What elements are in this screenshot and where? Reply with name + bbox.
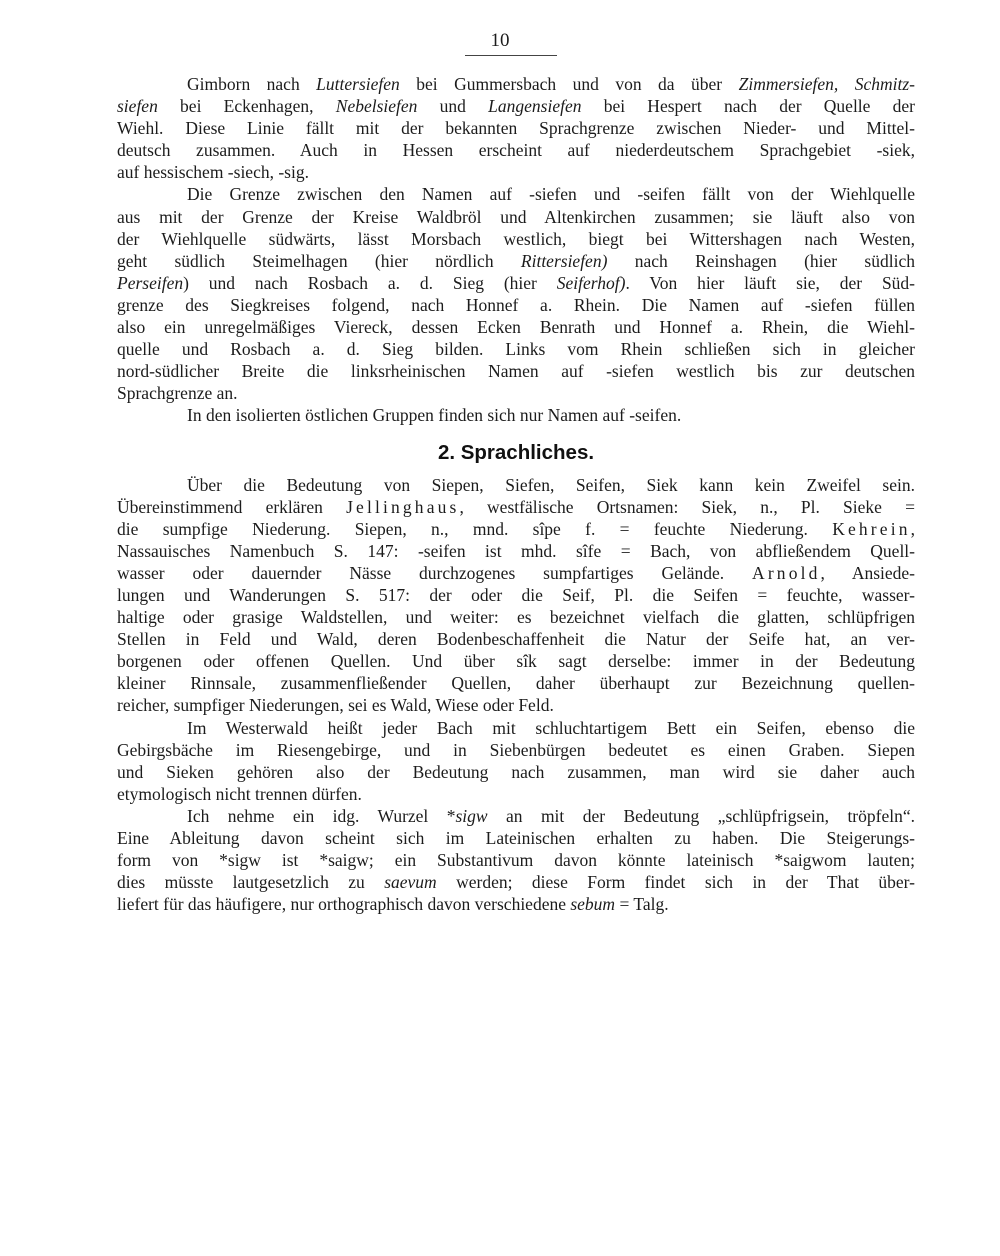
italic-place-name: Seiferhof) [556,272,626,293]
text-segment: Eine Ableitung davon scheint sich im Lateinischen erhalten zu haben. Die Steigerungs- [117,828,915,848]
italic-place-name: Perseifen [117,272,184,293]
text-segment: etymologisch nicht trennen dürfen. [117,783,362,804]
text-line [117,672,915,694]
italic-place-name: sigw [455,805,488,826]
paragraph-p5 [117,717,915,805]
text-line [117,893,915,915]
text-line [117,228,915,250]
italic-place-name: Zimmersiefen, Schmitz- [738,74,915,94]
text-segment: auf hessischem -siech, -sig. [117,162,309,183]
text-segment: Über die Bedeutung von Siepen, Siefen, Seifen, Siek kann kein Zweifel sein. [187,474,915,495]
text-line [117,827,915,849]
text-line [117,161,915,183]
text-segment: und Sieken gehören also der Bedeutung nach zusammen, man wird sie daher auch [117,761,915,782]
text-segment: der Wiehlquelle südwärts, lässt Morsbach westlich, biegt bei Wittershagen nach Westen, [117,228,915,249]
text-line [117,694,915,716]
text-line [117,496,915,518]
spaced-author-name: Jellinghaus [346,496,460,517]
text-segment: borgenen oder offenen Quellen. Und über sîk sagt derselbe: immer in der Bedeutung [117,651,915,672]
paragraph-p3 [117,404,915,426]
text-segment: Stellen in Feld und Wald, deren Bodenbeschaffenheit die Natur der Seife hat, an ver- [117,629,915,650]
text-segment: Gebirgsbäche im Riesengebirge, und in Siebenbürgen bedeutet es einen Graben. Siepen [117,739,915,760]
text-segment: Im Westerwald heißt jeder Bach mit schluchtartigem Bett ein Seifen, ebenso die [187,717,915,738]
text-line [117,95,915,117]
text-segment: also ein unregelmäßiges Viereck, dessen Ecken Benrath und Honnef a. Rhein, die Wiehl- [117,317,915,338]
text-segment: bei Hespert nach der Quelle der [581,96,916,117]
text-segment: dies müsste lautgesetzlich zu [117,872,385,893]
text-segment: nach Reinshagen (hier südlich [607,250,915,271]
text-segment: geht südlich Steimelhagen (hier nördlich [117,250,521,271]
text-segment: lungen und Wanderungen S. 517: der oder die Seif, Pl. die Seifen = feuchte, wasser- [117,584,915,605]
text-line [117,540,915,562]
text-segment: kleiner Rinnsale, zusammenfließender Quellen, daher überhaupt zur Bezeichnung quellen- [117,673,915,694]
text-segment: Wiehl. Diese Linie fällt mit der bekannten Sprachgrenze zwischen Nieder- und Mittel- [117,118,915,139]
text-segment: In den isolierten östlichen Gruppen finden sich nur Namen auf -seifen. [187,405,682,426]
text-line [117,628,915,650]
paragraph-p1 [117,73,915,183]
italic-place-name: Rittersiefen) [520,250,608,271]
text-line [117,739,915,761]
text-segment: . Von hier läuft sie, der Süd- [625,272,916,293]
text-line [117,73,915,95]
text-line [117,650,915,672]
text-segment: , Ansiede- [820,562,915,583]
text-segment: quelle und Rosbach a. d. Sieg bilden. Links vom Rhein schließen sich in gleicher [117,339,915,360]
text-segment: = Talg. [615,894,669,915]
text-line [117,404,915,426]
text-segment: Gimborn nach [187,74,317,94]
body-text [117,73,915,915]
paragraph-p4 [117,474,915,717]
text-segment: ) und nach Rosbach a. d. Sieg (hier [183,272,557,293]
italic-place-name: saevum [384,872,437,893]
page-number: 10 [0,28,1000,54]
text-segment: liefert für das häufigere, nur orthographisch davon verschiedene [117,894,571,915]
text-segment: bei Eckenhagen, [157,96,336,117]
text-segment: bei Gummersbach und von da über [399,74,739,94]
text-line [117,783,915,805]
text-segment: grenze des Siegkreises folgend, nach Honnef a. Rhein. Die Namen auf -siefen füllen [117,294,915,315]
text-line [117,606,915,628]
text-segment: wasser oder dauernder Nässe durchzogenes sumpfartiges Gelände. [117,562,753,583]
italic-place-name: siefen [117,96,158,117]
text-line [117,474,915,496]
text-segment: nord-südlicher Breite die linksrheinischen Namen auf -siefen westlich bis zur deutschen [117,361,915,382]
italic-place-name: Luttersiefen [316,74,400,94]
text-segment: werden; diese Form findet sich in der That über- [436,872,915,893]
text-line [117,518,915,540]
text-line [117,183,915,205]
text-segment: an mit der Bedeutung „schlüpfrigsein, tröpfeln“. [487,805,915,826]
italic-place-name: Nebelsiefen [335,96,418,117]
text-line [117,117,915,139]
paragraph-p6 [117,805,915,915]
text-line [117,717,915,739]
text-line [117,250,915,272]
spaced-author-name: Arnold [752,562,821,583]
text-line [117,338,915,360]
text-segment: die sumpfige Niederung. Siepen, n., mnd. sîpe f. = feuchte Niederung. [117,518,833,539]
text-line [117,805,915,827]
italic-place-name: Langensiefen [488,96,582,117]
text-segment: , [910,518,915,539]
text-line [117,849,915,871]
text-segment: Nassauisches Namenbuch S. 147: -seifen ist mhd. sîfe = Bach, von abfließendem Quell- [117,540,915,561]
italic-place-name: sebum [570,894,616,915]
paragraph-p2 [117,183,915,404]
text-line [117,294,915,316]
text-segment: Übereinstimmend erklären [117,496,347,517]
text-line [117,761,915,783]
text-segment: deutsch zusammen. Auch in Hessen erscheint auf niederdeutschem Sprachgebiet -siek, [117,140,915,161]
text-line [117,272,915,294]
text-line [117,382,915,404]
text-segment: aus mit der Grenze der Kreise Waldbröl und Altenkirchen zusammen; sie läuft also von [117,206,915,227]
text-line [117,206,915,228]
text-segment: Die Grenze zwischen den Namen auf -siefen und -seifen fällt von der Wiehlquelle [187,184,915,205]
text-segment: form von *sigw ist *saigw; ein Substantivum davon könnte lateinisch *saigwom lauten; [117,850,915,871]
text-segment: und [417,96,489,117]
text-line [117,316,915,338]
text-segment: , westfälische Ortsnamen: Siek, n., Pl. Sieke = [459,496,915,517]
text-line [117,139,915,161]
text-line [117,360,915,382]
text-line [117,871,915,893]
text-segment: reicher, sumpfiger Niederungen, sei es Wald, Wiese oder Feld. [117,695,554,716]
text-line [117,584,915,606]
text-segment: Sprachgrenze an. [117,383,238,404]
spaced-author-name: Kehrein [832,518,911,539]
section-heading: 2. Sprachliches. [437,440,595,464]
text-line [117,562,915,584]
text-segment: Ich nehme ein idg. Wurzel * [187,805,456,826]
text-segment: haltige oder grasige Waldstellen, und weiter: es bezeichnet vielfach die glatten, schlüpfrigen [117,607,915,628]
